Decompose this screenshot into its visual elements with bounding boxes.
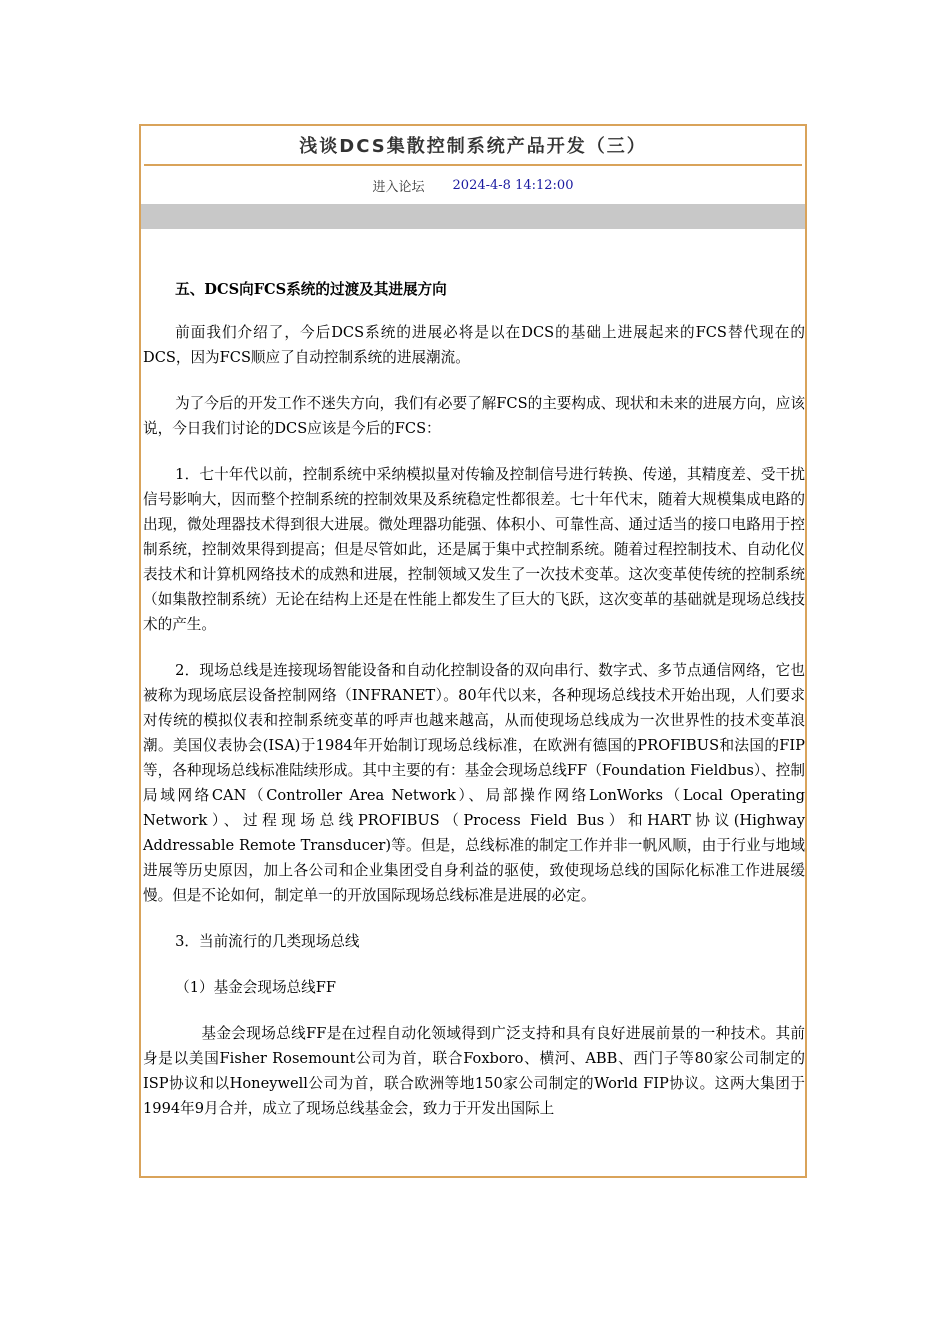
separator-bar	[141, 204, 805, 229]
section-heading: 五、DCS向FCS系统的过渡及其进展方向	[175, 281, 447, 298]
title-bar	[144, 126, 802, 166]
article-frame	[139, 124, 807, 1178]
paragraph: 前面我们介绍了，今后DCS系统的进展必将是以在DCS的基础上进展起来的FCS替代现在的DCS，因为FCS顺应了自动控制系统的进展潮流。	[143, 324, 805, 366]
forum-link[interactable]: 进入论坛	[372, 179, 425, 195]
paragraph: 2．现场总线是连接现场智能设备和自动化控制设备的双向串行、数字式、多节点通信网络，它也被称为现场底层设备控制网络（INFRANET）。80年代以来，各种现场总线技术开始出现，人们要求对传统的模拟仪表和控制系统变革的呼声也越来越高，从而使现场总线成为一次世界性的技术变革浪潮。美国仪表协会(ISA)于1984年开始制订现场总线标准，在欧洲有德国的PROFIBUS和法国的FIP等，各种现场总线标准陆续形成。其中主要的有：基金会现场总线FF（Foundation Fieldbus）、控制局域网络CAN（Controller Area Network）、局部操作网络LonWorks（Local Operating Network）、过程现场总线PROFIBUS（Process Field Bus）和HART协议(Highway Addressable Remote Transducer)等。但是，总线标准的制定工作并非一帆风顺，由于行业与地域进展等历史原因，加上各公司和企业集团受自身利益的驱使，致使现场总线的国际化标准工作进展缓慢。但是不论如何，制定单一的开放国际现场总线标准是进展的必定。	[143, 662, 805, 904]
subsection-item: （1）基金会现场总线FF	[175, 979, 336, 996]
article-body	[141, 277, 805, 1121]
subsection-heading: 3．当前流行的几类现场总线	[175, 933, 360, 950]
post-datetime: 2024-4-8 14:12:00	[452, 177, 574, 193]
paragraph: 基金会现场总线FF是在过程自动化领域得到广泛支持和具有良好进展前景的一种技术。其前身是以美国Fisher Rosemount公司为首，联合Foxboro、横河、ABB、西门子等80家公司制定的ISP协议和以Honeywell公司为首，联合欧洲等地150家公司制定的World FIP协议。这两大集团于1994年9月合并，成立了现场总线基金会，致力于开发出国际上	[143, 1025, 805, 1117]
article-title: 浅谈DCS集散控制系统产品开发（三）	[299, 136, 647, 157]
meta-row	[141, 166, 805, 204]
paragraph: 1．七十年代以前，控制系统中采纳模拟量对传输及控制信号进行转换、传递，其精度差、受干扰信号影响大，因而整个控制系统的控制效果及系统稳定性都很差。七十年代末，随着大规模集成电路的出现，微处理器技术得到很大进展。微处理器功能强、体积小、可靠性高、通过适当的接口电路用于控制系统，控制效果得到提高；但是尽管如此，还是属于集中式控制系统。随着过程控制技术、自动化仪表技术和计算机网络技术的成熟和进展，控制领域又发生了一次技术变革。这次变革使传统的控制系统（如集散控制系统）无论在结构上还是在性能上都发生了巨大的飞跃，这次变革的基础就是现场总线技术的产生。	[143, 466, 805, 633]
paragraph: 为了今后的开发工作不迷失方向，我们有必要了解FCS的主要构成、现状和未来的进展方向，应该说，今日我们讨论的DCS应该是今后的FCS：	[143, 395, 805, 437]
